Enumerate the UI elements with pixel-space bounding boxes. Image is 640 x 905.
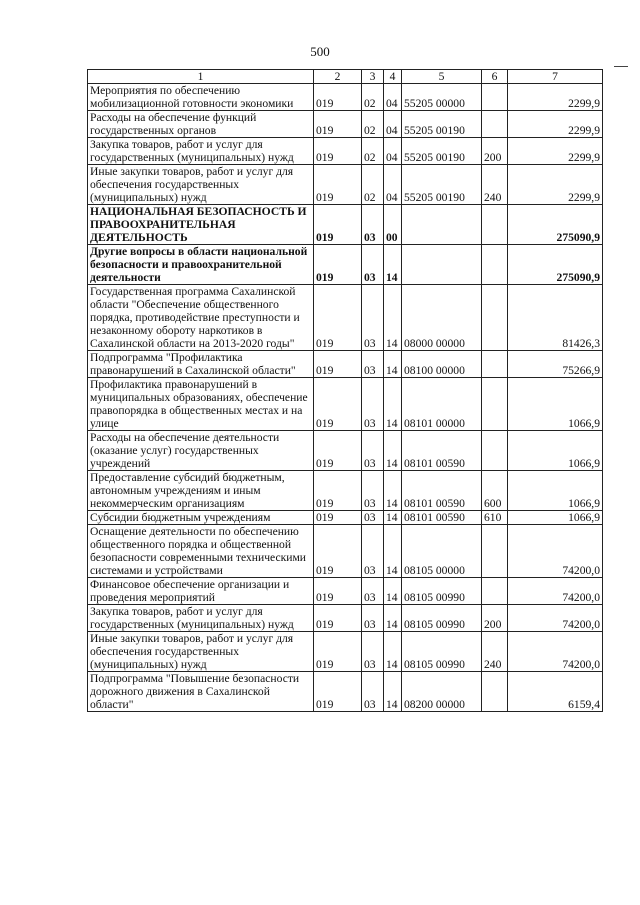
expense-type-cell xyxy=(482,285,508,351)
admin-code-cell: 019 xyxy=(314,165,362,205)
expense-type-cell xyxy=(482,205,508,245)
header-cell: 4 xyxy=(384,70,402,84)
table-row xyxy=(88,632,603,672)
amount-cell: 81426,3 xyxy=(508,285,603,351)
expense-type-cell: 610 xyxy=(482,511,508,525)
target-article-cell xyxy=(402,245,482,285)
admin-code-cell: 019 xyxy=(314,672,362,712)
target-article-cell: 08105 00990 xyxy=(402,578,482,605)
target-article-cell: 08200 00000 xyxy=(402,672,482,712)
expense-type-cell: 200 xyxy=(482,605,508,632)
section-cell: 03 xyxy=(362,431,384,471)
table-row xyxy=(88,84,603,111)
amount-cell: 75266,9 xyxy=(508,351,603,378)
header-cell: 2 xyxy=(314,70,362,84)
amount-cell: 1066,9 xyxy=(508,471,603,511)
subsection-cell: 04 xyxy=(384,84,402,111)
page-number: 500 xyxy=(310,44,330,59)
section-cell: 03 xyxy=(362,471,384,511)
row-name-cell: Субсидии бюджетным учреждениям xyxy=(88,511,314,525)
table-row xyxy=(88,431,603,471)
subsection-cell: 14 xyxy=(384,632,402,672)
subsection-cell: 14 xyxy=(384,285,402,351)
subsection-cell: 00 xyxy=(384,205,402,245)
table-row xyxy=(88,471,603,511)
amount-cell: 74200,0 xyxy=(508,578,603,605)
subsection-cell: 14 xyxy=(384,471,402,511)
subsection-cell: 14 xyxy=(384,378,402,431)
amount-cell: 1066,9 xyxy=(508,378,603,431)
expense-type-cell: 600 xyxy=(482,471,508,511)
section-cell: 03 xyxy=(362,605,384,632)
table-row xyxy=(88,111,603,138)
header-cell: 3 xyxy=(362,70,384,84)
subsection-cell: 04 xyxy=(384,165,402,205)
expense-type-cell xyxy=(482,245,508,285)
amount-cell: 275090,9 xyxy=(508,205,603,245)
section-cell: 03 xyxy=(362,285,384,351)
header-cell: 7 xyxy=(508,70,603,84)
target-article-cell: 55205 00190 xyxy=(402,165,482,205)
subsection-cell: 14 xyxy=(384,511,402,525)
row-name-cell: Иные закупки товаров, работ и услуг для обеспечения государственных (муниципальных) нужд xyxy=(88,165,314,205)
section-cell: 02 xyxy=(362,84,384,111)
row-name-cell: Профилактика правонарушений в муниципальных образованиях, обеспечение правопорядка в общественных местах и на улице xyxy=(88,378,314,431)
section-cell: 03 xyxy=(362,378,384,431)
table-row xyxy=(88,205,603,245)
table-row xyxy=(88,578,603,605)
header-cell: 5 xyxy=(402,70,482,84)
target-article-cell: 08101 00000 xyxy=(402,378,482,431)
header-cell: 1 xyxy=(88,70,314,84)
admin-code-cell: 019 xyxy=(314,351,362,378)
table-row xyxy=(88,351,603,378)
subsection-cell: 14 xyxy=(384,672,402,712)
subsection-cell: 04 xyxy=(384,138,402,165)
amount-cell: 74200,0 xyxy=(508,632,603,672)
section-cell: 03 xyxy=(362,672,384,712)
admin-code-cell: 019 xyxy=(314,378,362,431)
expense-type-cell: 200 xyxy=(482,138,508,165)
table-row xyxy=(88,511,603,525)
table-row xyxy=(88,245,603,285)
row-name-cell: Закупка товаров, работ и услуг для государственных (муниципальных) нужд xyxy=(88,605,314,632)
target-article-cell: 08100 00000 xyxy=(402,351,482,378)
section-cell: 02 xyxy=(362,138,384,165)
admin-code-cell: 019 xyxy=(314,205,362,245)
row-name-cell: Подпрограмма "Профилактика правонарушений в Сахалинской области" xyxy=(88,351,314,378)
admin-code-cell: 019 xyxy=(314,84,362,111)
table-row xyxy=(88,605,603,632)
target-article-cell: 08105 00000 xyxy=(402,525,482,578)
admin-code-cell: 019 xyxy=(314,111,362,138)
target-article-cell: 55205 00190 xyxy=(402,138,482,165)
section-cell: 02 xyxy=(362,111,384,138)
table-row xyxy=(88,165,603,205)
row-name-cell: Расходы на обеспечение деятельности (оказание услуг) государственных учреждений xyxy=(88,431,314,471)
section-cell: 03 xyxy=(362,525,384,578)
amount-cell: 2299,9 xyxy=(508,165,603,205)
admin-code-cell: 019 xyxy=(314,632,362,672)
expense-type-cell xyxy=(482,431,508,471)
admin-code-cell: 019 xyxy=(314,511,362,525)
row-name-cell: Расходы на обеспечение функций государственных органов xyxy=(88,111,314,138)
section-cell: 03 xyxy=(362,511,384,525)
row-name-cell: Закупка товаров, работ и услуг для государственных (муниципальных) нужд xyxy=(88,138,314,165)
expense-type-cell: 240 xyxy=(482,165,508,205)
amount-cell: 2299,9 xyxy=(508,138,603,165)
expense-type-cell xyxy=(482,378,508,431)
expense-type-cell xyxy=(482,672,508,712)
row-name-cell: Предоставление субсидий бюджетным, автономным учреждениям и иным некоммерческим организациям xyxy=(88,471,314,511)
target-article-cell: 55205 00190 xyxy=(402,111,482,138)
amount-cell: 2299,9 xyxy=(508,111,603,138)
table-row xyxy=(88,378,603,431)
amount-cell: 275090,9 xyxy=(508,245,603,285)
expense-type-cell xyxy=(482,351,508,378)
row-name-cell: Финансовое обеспечение организации и проведения мероприятий xyxy=(88,578,314,605)
row-name-cell: Государственная программа Сахалинской области "Обеспечение общественного порядка, противодействие преступности и незаконному обороту наркотиков в Сахалинской области на 2013-2020 годы" xyxy=(88,285,314,351)
amount-cell: 6159,4 xyxy=(508,672,603,712)
target-article-cell: 55205 00000 xyxy=(402,84,482,111)
subsection-cell: 04 xyxy=(384,111,402,138)
target-article-cell: 08105 00990 xyxy=(402,605,482,632)
row-name-cell: Подпрограмма "Повышение безопасности дорожного движения в Сахалинской области" xyxy=(88,672,314,712)
section-cell: 03 xyxy=(362,351,384,378)
section-cell: 03 xyxy=(362,245,384,285)
section-cell: 02 xyxy=(362,165,384,205)
expense-type-cell xyxy=(482,578,508,605)
amount-cell: 1066,9 xyxy=(508,511,603,525)
expense-type-cell xyxy=(482,111,508,138)
expense-type-cell xyxy=(482,84,508,111)
admin-code-cell: 019 xyxy=(314,578,362,605)
table-row xyxy=(88,672,603,712)
amount-cell: 1066,9 xyxy=(508,431,603,471)
row-name-cell: Иные закупки товаров, работ и услуг для обеспечения государственных (муниципальных) нужд xyxy=(88,632,314,672)
admin-code-cell: 019 xyxy=(314,431,362,471)
admin-code-cell: 019 xyxy=(314,525,362,578)
section-cell: 03 xyxy=(362,578,384,605)
subsection-cell: 14 xyxy=(384,431,402,471)
subsection-cell: 14 xyxy=(384,605,402,632)
target-article-cell xyxy=(402,205,482,245)
amount-cell: 74200,0 xyxy=(508,605,603,632)
subsection-cell: 14 xyxy=(384,245,402,285)
table-row xyxy=(88,138,603,165)
admin-code-cell: 019 xyxy=(314,285,362,351)
target-article-cell: 08101 00590 xyxy=(402,431,482,471)
subsection-cell: 14 xyxy=(384,351,402,378)
admin-code-cell: 019 xyxy=(314,138,362,165)
amount-cell: 2299,9 xyxy=(508,84,603,111)
target-article-cell: 08000 00000 xyxy=(402,285,482,351)
row-name-cell: Мероприятия по обеспечению мобилизационной готовности экономики xyxy=(88,84,314,111)
target-article-cell: 08101 00590 xyxy=(402,471,482,511)
admin-code-cell: 019 xyxy=(314,471,362,511)
budget-table xyxy=(87,69,603,712)
admin-code-cell: 019 xyxy=(314,605,362,632)
section-cell: 03 xyxy=(362,632,384,672)
target-article-cell: 08101 00590 xyxy=(402,511,482,525)
subsection-cell: 14 xyxy=(384,578,402,605)
table-row xyxy=(88,285,603,351)
edge-mark xyxy=(614,66,628,67)
expense-type-cell: 240 xyxy=(482,632,508,672)
subsection-cell: 14 xyxy=(384,525,402,578)
expense-type-cell xyxy=(482,525,508,578)
table-row xyxy=(88,525,603,578)
row-name-cell: Другие вопросы в области национальной безопасности и правоохранительной деятельности xyxy=(88,245,314,285)
admin-code-cell: 019 xyxy=(314,245,362,285)
header-cell: 6 xyxy=(482,70,508,84)
target-article-cell: 08105 00990 xyxy=(402,632,482,672)
header-row xyxy=(88,70,603,84)
row-name-cell: НАЦИОНАЛЬНАЯ БЕЗОПАСНОСТЬ И ПРАВООХРАНИТЕЛЬНАЯ ДЕЯТЕЛЬНОСТЬ xyxy=(88,205,314,245)
amount-cell: 74200,0 xyxy=(508,525,603,578)
row-name-cell: Оснащение деятельности по обеспечению общественного порядка и общественной безопасности современными техническими системами и устройствами xyxy=(88,525,314,578)
section-cell: 03 xyxy=(362,205,384,245)
